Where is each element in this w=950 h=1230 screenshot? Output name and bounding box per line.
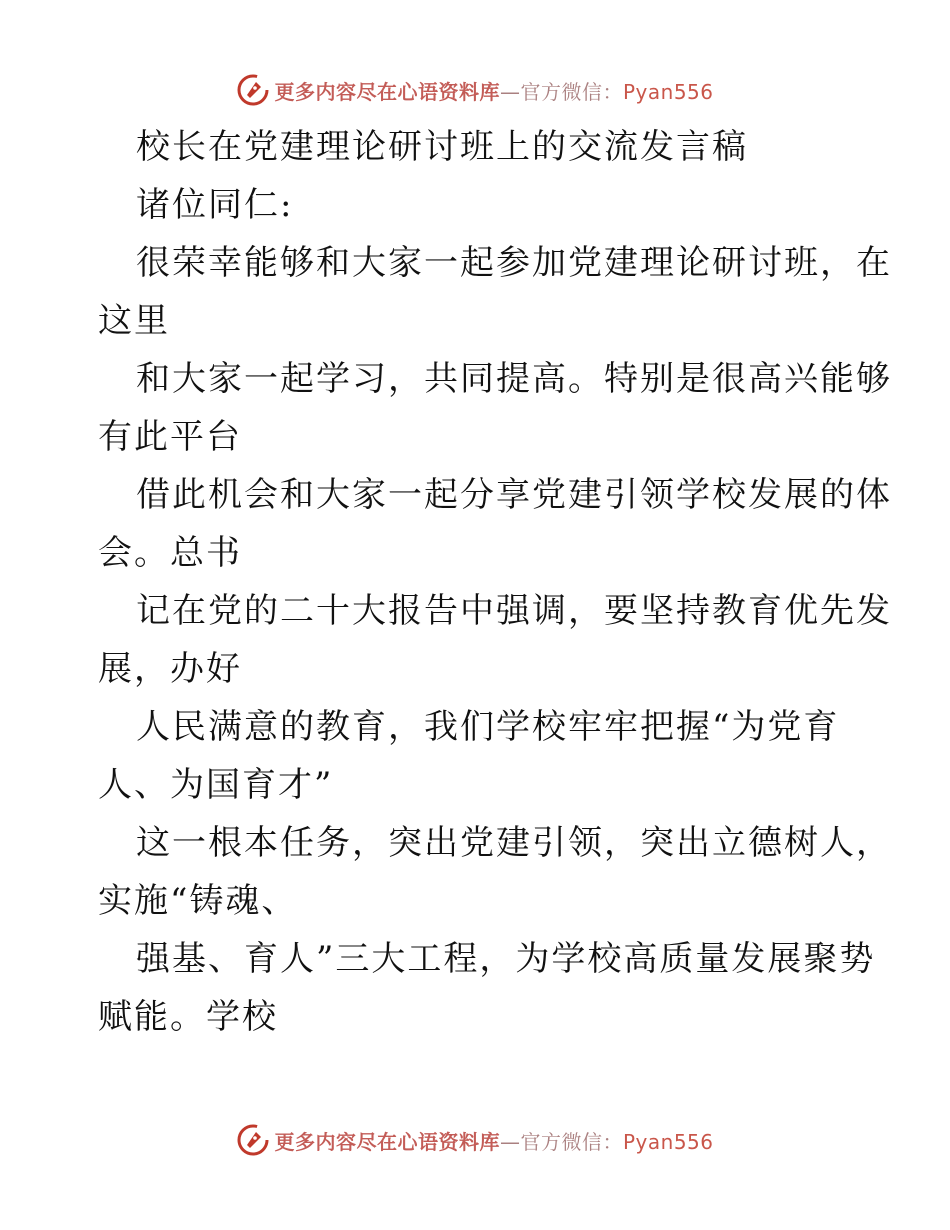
- document-body: [98, 118, 892, 1046]
- pen-nib-logo-icon: [236, 1123, 270, 1157]
- paragraph-line: 人、为国育才”: [98, 765, 334, 805]
- watermark-wechat-label: —官方微信：: [499, 79, 623, 104]
- watermark-site-name: 更多内容尽在心语资料库: [274, 79, 500, 104]
- document-title: 校长在党建理论研讨班上的交流发言稿: [136, 127, 748, 167]
- watermark-wechat-label: —官方微信：: [499, 1129, 623, 1154]
- paragraph-line: 这里: [98, 301, 170, 341]
- pen-nib-logo-icon: [236, 73, 270, 107]
- paragraph-line: 赋能。学校: [98, 997, 278, 1037]
- paragraph-line: 有此平台: [98, 417, 242, 457]
- paragraph-line: 和大家一起学习，共同提高。特别是很高兴能够: [136, 359, 892, 399]
- watermark-text: [274, 76, 713, 105]
- footer-watermark: [0, 1120, 950, 1160]
- paragraph-line: 记在党的二十大报告中强调，要坚持教育优先发: [136, 591, 892, 631]
- watermark-wechat-id: Pyan556: [622, 79, 714, 104]
- paragraph-line: 强基、育人”三大工程，为学校高质量发展聚势: [136, 939, 876, 979]
- paragraph-line: 这一根本任务，突出党建引领，突出立德树人，: [136, 823, 892, 863]
- paragraph-line: 人民满意的教育，我们学校牢牢把握“为党育: [136, 707, 840, 747]
- header-watermark: [0, 70, 950, 110]
- watermark-site-name: 更多内容尽在心语资料库: [274, 1129, 500, 1154]
- paragraph-line: 会。总书: [98, 533, 242, 573]
- paragraph-line: 展，办好: [98, 649, 242, 689]
- salutation: 诸位同仁:: [136, 185, 294, 225]
- watermark-wechat-id: Pyan556: [622, 1129, 714, 1154]
- paragraph-line: 很荣幸能够和大家一起参加党建理论研讨班，在: [136, 243, 892, 283]
- watermark-text: [274, 1126, 713, 1155]
- paragraph-line: 实施“铸魂、: [98, 881, 298, 921]
- paragraph-lines: [98, 234, 892, 1046]
- paragraph-line: 借此机会和大家一起分享党建引领学校发展的体: [136, 475, 892, 515]
